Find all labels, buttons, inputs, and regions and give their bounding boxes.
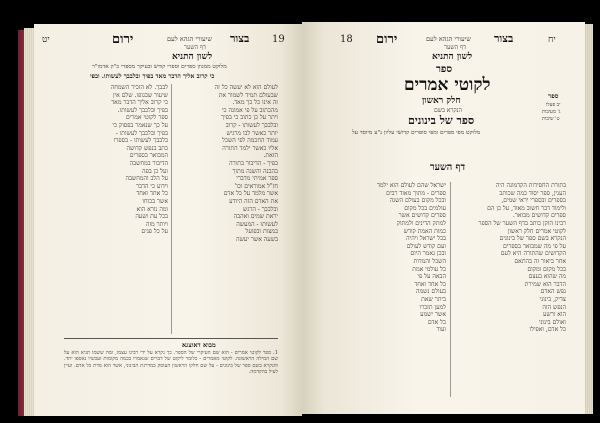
right-column-right [454,182,566,334]
right-col-right-line: הוא ורשע [543,311,566,319]
right-col-left-line: למען תזכרו [419,303,446,311]
right-col-right-line: על פי מה שמבואר בספרים [502,242,566,250]
right-col-right-line: צדיק, בינוני [539,295,566,303]
left-col-left-line: בפיך ובלבבך לעשותו. [117,106,168,114]
left-col-left-line: על כך שנאמר בפסוק כי [112,121,168,129]
right-col-right-line: ולימוד דבר חשוב מאוד, על כן הם [487,204,566,212]
right-col-right-line: אחר ביאור זה בהתאם [514,257,566,265]
right-header-sub2: דף השער [444,44,466,51]
called-label: הנקרא בשם [434,107,462,114]
footnotes-text: 1. ספר לקוטי אמרים - הוא שם העיקרי של הספר. כך נקרא על ידי רבינו עצמו, ומה ששמו תניא הוא על שם המילה הראשונה. לקוטי מאמרים - כלומר ליקוט של דברים שנאמרו בכמה מקומות ועכשיו נאספו יחד. והנקרא בשם ספר של בינונים - על שם חלקו הראשון העוסק במדרגת הבינוני, אשר הוא מדת כל אדם. ועיין לעיל בהקדמה. [64,350,278,376]
right-col-right-line: הנפש הזה [542,303,566,311]
right-header-sub3: לשון התניא [432,52,473,62]
left-col-right-line: ויתר על כן כתוב כי בפיך [221,114,278,122]
right-col-right-line: הענין, ספר יסוד כמה שכותב [499,189,566,197]
left-col-left-line: בפיך ובלבבך לעשותו - [115,129,168,137]
left-col-left-line: בלבבך לעשותו - בספרו [113,137,168,145]
left-col-left-line: כי קרוב אליך הדבר מאד [111,99,168,107]
left-col-right-line: לעשותו - המעשה [236,220,278,228]
left-column-right [174,84,278,243]
left-header-sub1: שיעורי הגהא לעם [167,35,212,43]
book-word: ספר [436,64,453,75]
right-col-left-line: השכל והמדות [413,257,446,265]
right-page-number: 18 [340,34,353,45]
margin-title: ספר [548,92,559,100]
right-col-right-line: ואולם בינוני [538,318,566,326]
left-col-left-line: על הלב והמחשבה [125,175,168,183]
left-col-left-line: ויותר מזה [145,220,168,228]
right-col-left-line: בעולם נשמה [416,288,446,296]
left-col-right-line: בהבנה והשגה מתוך [232,167,278,175]
left-col-right-line: את האדם הזה היודע [229,197,278,205]
right-col-left-line: ועוד [436,326,446,334]
left-col-right-line: מהכתוב על פי אמונה כי [221,106,278,114]
left-col-right-line: אשר מלמד על כל אדם [223,190,278,198]
right-col-left-line: ועם קודש לעולם [406,242,446,250]
left-col-left-line: כל אחד ואחד [136,190,168,198]
left-col-right-line: ספר אמיתי מדברי [236,175,278,183]
left-col-right-line: עמוד החכמה לפי השכל [222,137,278,145]
beinonim-title: ספר של בינונים [408,114,475,127]
left-intro-line2: כי קרוב אליך הדבר מאד בפיך ובלבבך לעשותו. ובפי [90,73,215,80]
right-col-right-line: רבינו הזקן כותב בדף השער של הספר [478,219,566,227]
left-col-left-line: לבבך. לא הזכיר השמחה [110,84,168,91]
right-col-left-line: למתק הדינים ולמתוק [396,219,446,227]
left-col-right-line: שבעולם תמיד לשמור את [218,91,278,99]
right-col-left-line: ספרים קדושים אשר [398,212,446,220]
right-col-right-line: בספרים ובספרי יראי שמים, [501,197,566,205]
right-col-right-line: בתורת החסידות הקדמונה היה [495,182,566,189]
right-col-left-line: ובכל מקום בעולם השנה [389,197,446,205]
right-col-right-line: מה שהוא בעצם [528,273,566,281]
right-col-right-line: נפש האדם [540,288,566,296]
left-col-right-line: זה אינו כל כך מאד. [232,99,278,107]
left-col-right-line: יותר כאשר לבו מרגיש [226,129,278,137]
right-col-right-line: כל אדם, ואפילו [529,326,566,334]
right-col-right-line: ספרים קדושים מבואר. [512,212,566,220]
left-col-left-line: ועל כן בפה [142,167,168,175]
left-col-right-line: לעולם הוא לא יעשה כל זה [214,84,278,91]
right-col-left-line: כמות האמת קודש [403,227,446,235]
footnote-rule [64,338,278,339]
left-col-left-line: וידוע כי הדבר [136,182,168,190]
book-title: לקוטי אמרים [404,75,491,95]
book-part: חלק ראשון [422,96,461,106]
left-col-right-line: בשעה אשר יעשה [236,235,278,243]
margin-line-1: יב פעלו [546,102,561,108]
right-header-word: בצור [494,32,514,45]
right-col-right-line: בכל מקום ומקום [527,265,566,273]
right-col-right-line: לקוטי אמרים חלק ראשון [507,227,566,235]
left-col-right-line: בפיך - הדיבור בתורה [229,159,278,167]
right-column-left [334,182,446,334]
left-col-left-line: ספר לקוטי אמרים [125,114,168,122]
left-col-right-line: במצות ובפועל [245,228,278,236]
section-title: דף השער [430,162,466,173]
left-col-left-line: כתב בנפש קדושה [126,144,168,152]
left-hebrew-page-number: יט [42,35,50,45]
notes-title: מבוא דאוצגא [182,341,216,349]
right-col-left-line: ספרים - מתוך מאוד רבים [386,189,446,197]
left-col-right-line: אליו כאשר ילמד התורה [222,144,278,152]
left-col-right-line: חז"ל אמוראים וכו' [234,182,278,190]
right-col-right-line: הנקרא בשם ספר של בינונים [499,235,566,243]
right-col-left-line: ביתר שאת [421,295,446,303]
source-line: מלוקט מפי ספרים ומפי סופרים קדושי עליון נ"ע מיוסד על [352,130,481,136]
left-page-number: 19 [272,34,285,45]
left-col-left-line: בכל עת ושעה [135,213,168,221]
right-col-left-line: עולמים בכל מקום [404,204,446,212]
right-col-left-line: כל אחד ואחד [414,280,446,288]
right-col-left-line: הבאה על פי [417,273,446,281]
left-col-right-line: ובלבבך - הרגש [243,205,278,213]
left-header-word: בצור [230,32,250,45]
right-col-left-line: כל אדם [427,318,446,326]
left-col-left-line: המבואר בספרים [129,152,168,160]
right-page [302,22,585,414]
right-header-title: ירום [376,32,398,47]
page-stack-right [584,24,593,414]
left-header-title: ירום [112,32,134,47]
right-col-left-line: ובכן נאמר היום [410,250,446,258]
column-divider [171,84,172,334]
left-col-right-line: יראת שמים ואהבה [233,213,278,221]
right-col-right-line: הדבר הוא שמירת [524,280,566,288]
left-col-right-line: הזאת. [263,152,278,160]
right-header-sub1: שיעורי הגהא לעם [426,35,471,43]
left-col-left-line: על כל פנים [141,228,168,236]
right-col-left-line: בכל ישראל ויהיה [406,235,446,243]
left-page [34,24,302,416]
left-col-left-line: ומה נורא הוא [136,205,168,213]
margin-line-3: ט' שיבות [542,116,560,122]
right-col-right-line: הקדושים שהתורה היא לעם [500,250,566,258]
left-intro-line: מלוקט ממגוון ספרים וספרי קודש ובעיקר מספרי כ"ק אדמו"ר [92,64,227,70]
right-col-left-line: ישראל שהם לעולם הוא ילמד [376,182,446,189]
margin-line-2: ג' מעיבות [542,109,561,115]
left-header-sub3: לשון התניא [172,52,213,62]
left-header-sub2: דף השער [184,44,206,51]
left-col-left-line: אשר בכוחו [142,197,168,205]
column-divider-right [450,182,451,397]
left-col-left-line: שיעור שבגופו. שלם אין [112,91,168,99]
left-col-right-line: ובלבבך לעשותו - קרוב [225,121,278,129]
left-column-left [64,84,168,236]
left-col-left-line: הדיבור במחשבה [129,159,168,167]
right-col-left-line: כל עולמי אמת [412,265,446,273]
right-hebrew-page-number: יח [548,35,556,45]
right-col-left-line: אשר ישמע [420,311,446,319]
